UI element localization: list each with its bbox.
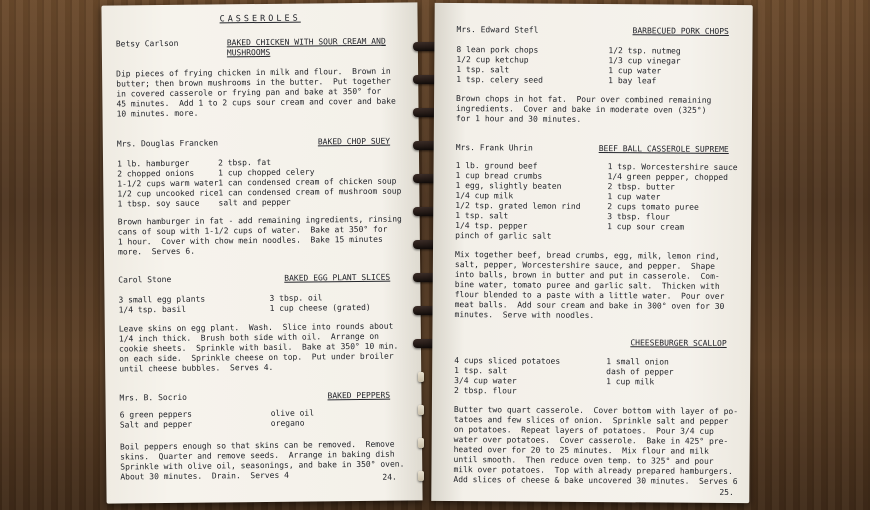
ingredient: 1 egg, slightly beaten bbox=[455, 181, 562, 191]
ingredient: 1 cup milk bbox=[606, 377, 655, 387]
recipe-body-line: Brown hamburger in fat - add remaining ingredients, rinsing bbox=[117, 214, 402, 227]
recipe-title: BAKED CHICKEN WITH SOUR CREAM AND bbox=[226, 36, 386, 48]
ingredient: 1/2 tsp. grated lemon rind bbox=[455, 201, 581, 211]
section-title: CASSEROLES bbox=[219, 13, 301, 25]
binding-hole bbox=[418, 438, 424, 448]
recipe-body-line: in covered casserole or frying pan and bake at 350° for bbox=[116, 86, 382, 99]
recipe-body-line: flour blended to a paste with a little water. Pour over bbox=[454, 290, 725, 301]
recipe-title-cont: MUSHROOMS bbox=[226, 47, 271, 58]
recipe-body-line: until cheese bubbles. Serves 4. bbox=[119, 362, 274, 374]
recipe-author: Betsy Carlson bbox=[115, 38, 179, 49]
recipe-title: BAKED CHOP SUEY bbox=[317, 136, 391, 147]
ingredient: pinch of garlic salt bbox=[455, 231, 552, 241]
recipe-body-line: more. Serves 6. bbox=[117, 246, 196, 257]
recipe-body-line: meat balls. Add sour cream and bake in 300° oven for 30 bbox=[454, 300, 725, 311]
left-page bbox=[101, 2, 422, 503]
ingredient: 3 tbsp. oil bbox=[269, 293, 323, 303]
ingredient: 3 tbsp. flour bbox=[607, 212, 670, 222]
recipe-body-line: About 30 minutes. Drain. Serves 4 bbox=[120, 470, 289, 482]
ingredient: 8 lean pork chops bbox=[456, 45, 539, 55]
recipe-author: Carol Stone bbox=[118, 274, 172, 285]
recipe-body-line: cans of soup with 1-1/2 cups of water. Bake at 350° for bbox=[117, 224, 388, 237]
recipe-body-line: skins. Quarter and remove seeds. Arrange in baking dish bbox=[120, 449, 395, 462]
ingredient: 1/2 tsp. nutmeg bbox=[608, 46, 681, 56]
ingredient: 1/4 tsp. pepper bbox=[455, 221, 528, 231]
ingredient: 2 tbsp. flour bbox=[454, 386, 517, 396]
recipe-body-line: on potatoes. Repeat layers of potatoes. Pour 3/4 cup bbox=[453, 425, 714, 436]
ingredient: 1 cup water bbox=[608, 66, 662, 76]
recipe-body-line: ingredients. Cover and bake in moderate oven (325°) bbox=[455, 104, 707, 115]
recipe-body-line: for 1 hour and 30 minutes. bbox=[455, 114, 582, 124]
ingredient: 2 tbsp. fat bbox=[218, 157, 272, 168]
ingredient: 1 tsp. salt bbox=[456, 65, 510, 75]
recipe-body-line: Add slices of cheese & bake uncovered 30 minutes. Serves 6 bbox=[453, 475, 738, 487]
recipe-body-line: 10 minutes. more. bbox=[116, 108, 199, 119]
recipe-body-line: milk over potatoes. Top with already prepared hamburgers. bbox=[453, 465, 733, 476]
ingredient: 1 lb. hamburger bbox=[117, 158, 190, 169]
ingredient: oregano bbox=[270, 418, 305, 428]
ingredient: 1 cup water bbox=[607, 192, 661, 202]
recipe-author: Mrs. B. Socrio bbox=[119, 392, 187, 403]
ingredient: salt and pepper bbox=[218, 197, 291, 208]
recipe-title: CHEESEBURGER SCALLOP bbox=[630, 338, 727, 348]
recipe-body-line: salt, pepper, Worcestershire sauce, and pepper. Shape bbox=[454, 260, 716, 271]
ingredient: 1/4 green pepper, chopped bbox=[607, 172, 728, 182]
ingredient: 4 cups sliced potatoes bbox=[454, 356, 561, 366]
ingredient: 1 cup sour cream bbox=[607, 222, 685, 232]
recipe-body-line: Dip pieces of frying chicken in milk and flour. Brown in bbox=[116, 66, 391, 79]
ingredient: dash of pepper bbox=[606, 367, 674, 377]
ingredient: Salt and pepper bbox=[119, 419, 193, 430]
ingredient: olive oil bbox=[270, 408, 315, 418]
page-number: 25. bbox=[719, 487, 734, 497]
ingredient: 1 cup chopped celery bbox=[218, 167, 315, 178]
ingredient: 1 small onion bbox=[606, 357, 669, 367]
ingredient: 1 bay leaf bbox=[608, 76, 657, 86]
ingredient: 1-1/2 cups warm water bbox=[117, 178, 219, 189]
recipe-body-line: tatoes and few slices of onion. Sprinkle salt and pepper bbox=[453, 415, 729, 426]
ingredient: 2 tbsp. butter bbox=[607, 182, 675, 192]
recipe-body-line: until smooth. Then reduce oven temp. to 325° and pour bbox=[453, 455, 714, 466]
ingredient: 1 tbsp. soy sauce bbox=[117, 198, 200, 209]
ingredient: 1/2 cup ketchup bbox=[456, 55, 529, 65]
ingredient: 1 tsp. salt bbox=[455, 211, 509, 221]
right-page bbox=[431, 3, 752, 503]
recipe-title: BAKED EGG PLANT SLICES bbox=[284, 272, 391, 283]
recipe-author: Mrs. Douglas Francken bbox=[116, 138, 219, 149]
recipe-body-line: Butter two quart casserole. Cover bottom with layer of po- bbox=[453, 405, 739, 417]
recipe-title: BARBECUED PORK CHOPS bbox=[632, 26, 729, 36]
ingredient: 3/4 cup water bbox=[454, 376, 517, 386]
ingredient: 1 tsp. salt bbox=[454, 366, 508, 376]
ingredient: 3 small egg plants bbox=[118, 294, 206, 305]
recipe-body-line: Boil peppers enough so that skins can be removed. Remove bbox=[119, 439, 395, 452]
recipe-author: Mrs. Edward Stefl bbox=[456, 25, 539, 35]
binding-hole bbox=[418, 471, 424, 481]
recipe-body-line: 1/4 inch thick. Brush both side with oil. Arrange on bbox=[118, 331, 380, 344]
ingredient: 1/4 tsp. basil bbox=[118, 304, 187, 315]
ingredient: 1 tsp. Worcestershire sauce bbox=[607, 162, 738, 173]
ingredient: 1/2 cup uncooked rice bbox=[117, 188, 219, 199]
recipe-body-line: 45 minutes. Add 1 to 2 cups sour cream and cover and bake bbox=[116, 96, 396, 109]
ingredient: 2 cups tomato puree bbox=[607, 202, 699, 212]
ingredient: 1 can condensed cream of mushroom soup bbox=[218, 186, 402, 198]
ingredient: 1 can condensed cream of chicken soup bbox=[218, 176, 397, 188]
recipe-body-line: on each side. Sprinkle cheese on top. Put under broiler bbox=[119, 351, 394, 364]
ingredient: 1 cup bread crumbs bbox=[455, 171, 543, 181]
recipe-body-line: cookie sheets. Sprinkle with basil. Bake at 350° 10 min. bbox=[118, 341, 399, 354]
ingredient: 1 cup cheese (grated) bbox=[269, 302, 371, 313]
ingredient: 6 green peppers bbox=[119, 409, 192, 420]
ingredient: 2 chopped onions bbox=[117, 168, 195, 179]
ingredient: 1 lb. ground beef bbox=[455, 161, 538, 171]
recipe-body-line: minutes. Serve with noodles. bbox=[454, 310, 595, 321]
recipe-author: Mrs. Frank Uhrin bbox=[455, 143, 533, 153]
recipe-body-line: Leave skins on egg plant. Wash. Slice into rounds about bbox=[118, 321, 394, 334]
recipe-body-line: Mix together beef, bread crumbs, egg, milk, lemon rind, bbox=[454, 250, 720, 261]
ingredient: 1/3 cup vinegar bbox=[608, 56, 681, 66]
recipe-body-line: into balls, brown in butter and put in casserole. Com- bbox=[454, 270, 720, 281]
recipe-body-line: butter; then brown mushrooms in the butter. Put together bbox=[116, 76, 391, 89]
recipe-title: BEEF BALL CASSEROLE SUPREME bbox=[598, 144, 729, 154]
recipe-body-line: heated over for 20 to 25 minutes. Mix flour and milk bbox=[453, 445, 709, 456]
binding-hole bbox=[418, 372, 424, 382]
recipe-body-line: water over potatoes. Cover casserole. Bake in 425° pre- bbox=[453, 435, 729, 446]
recipe-body-line: bine water, tomato puree and garlic salt. Thicken with bbox=[454, 280, 720, 291]
recipe-body-line: Brown chops in hot fat. Pour over combined remaining bbox=[456, 94, 712, 105]
page-number: 24. bbox=[382, 472, 397, 482]
recipe-title: BAKED PEPPERS bbox=[327, 390, 391, 401]
ingredient: 1/4 cup milk bbox=[455, 191, 514, 201]
recipe-body-line: Sprinkle with olive oil, seasonings, and bake in 350° oven. bbox=[120, 459, 405, 472]
recipe-body-line: 1 hour. Cover with chow mein noodles. Bake 15 minutes bbox=[117, 234, 383, 247]
ingredient: 1 tsp. celery seed bbox=[456, 75, 543, 85]
binding-hole bbox=[418, 405, 424, 415]
